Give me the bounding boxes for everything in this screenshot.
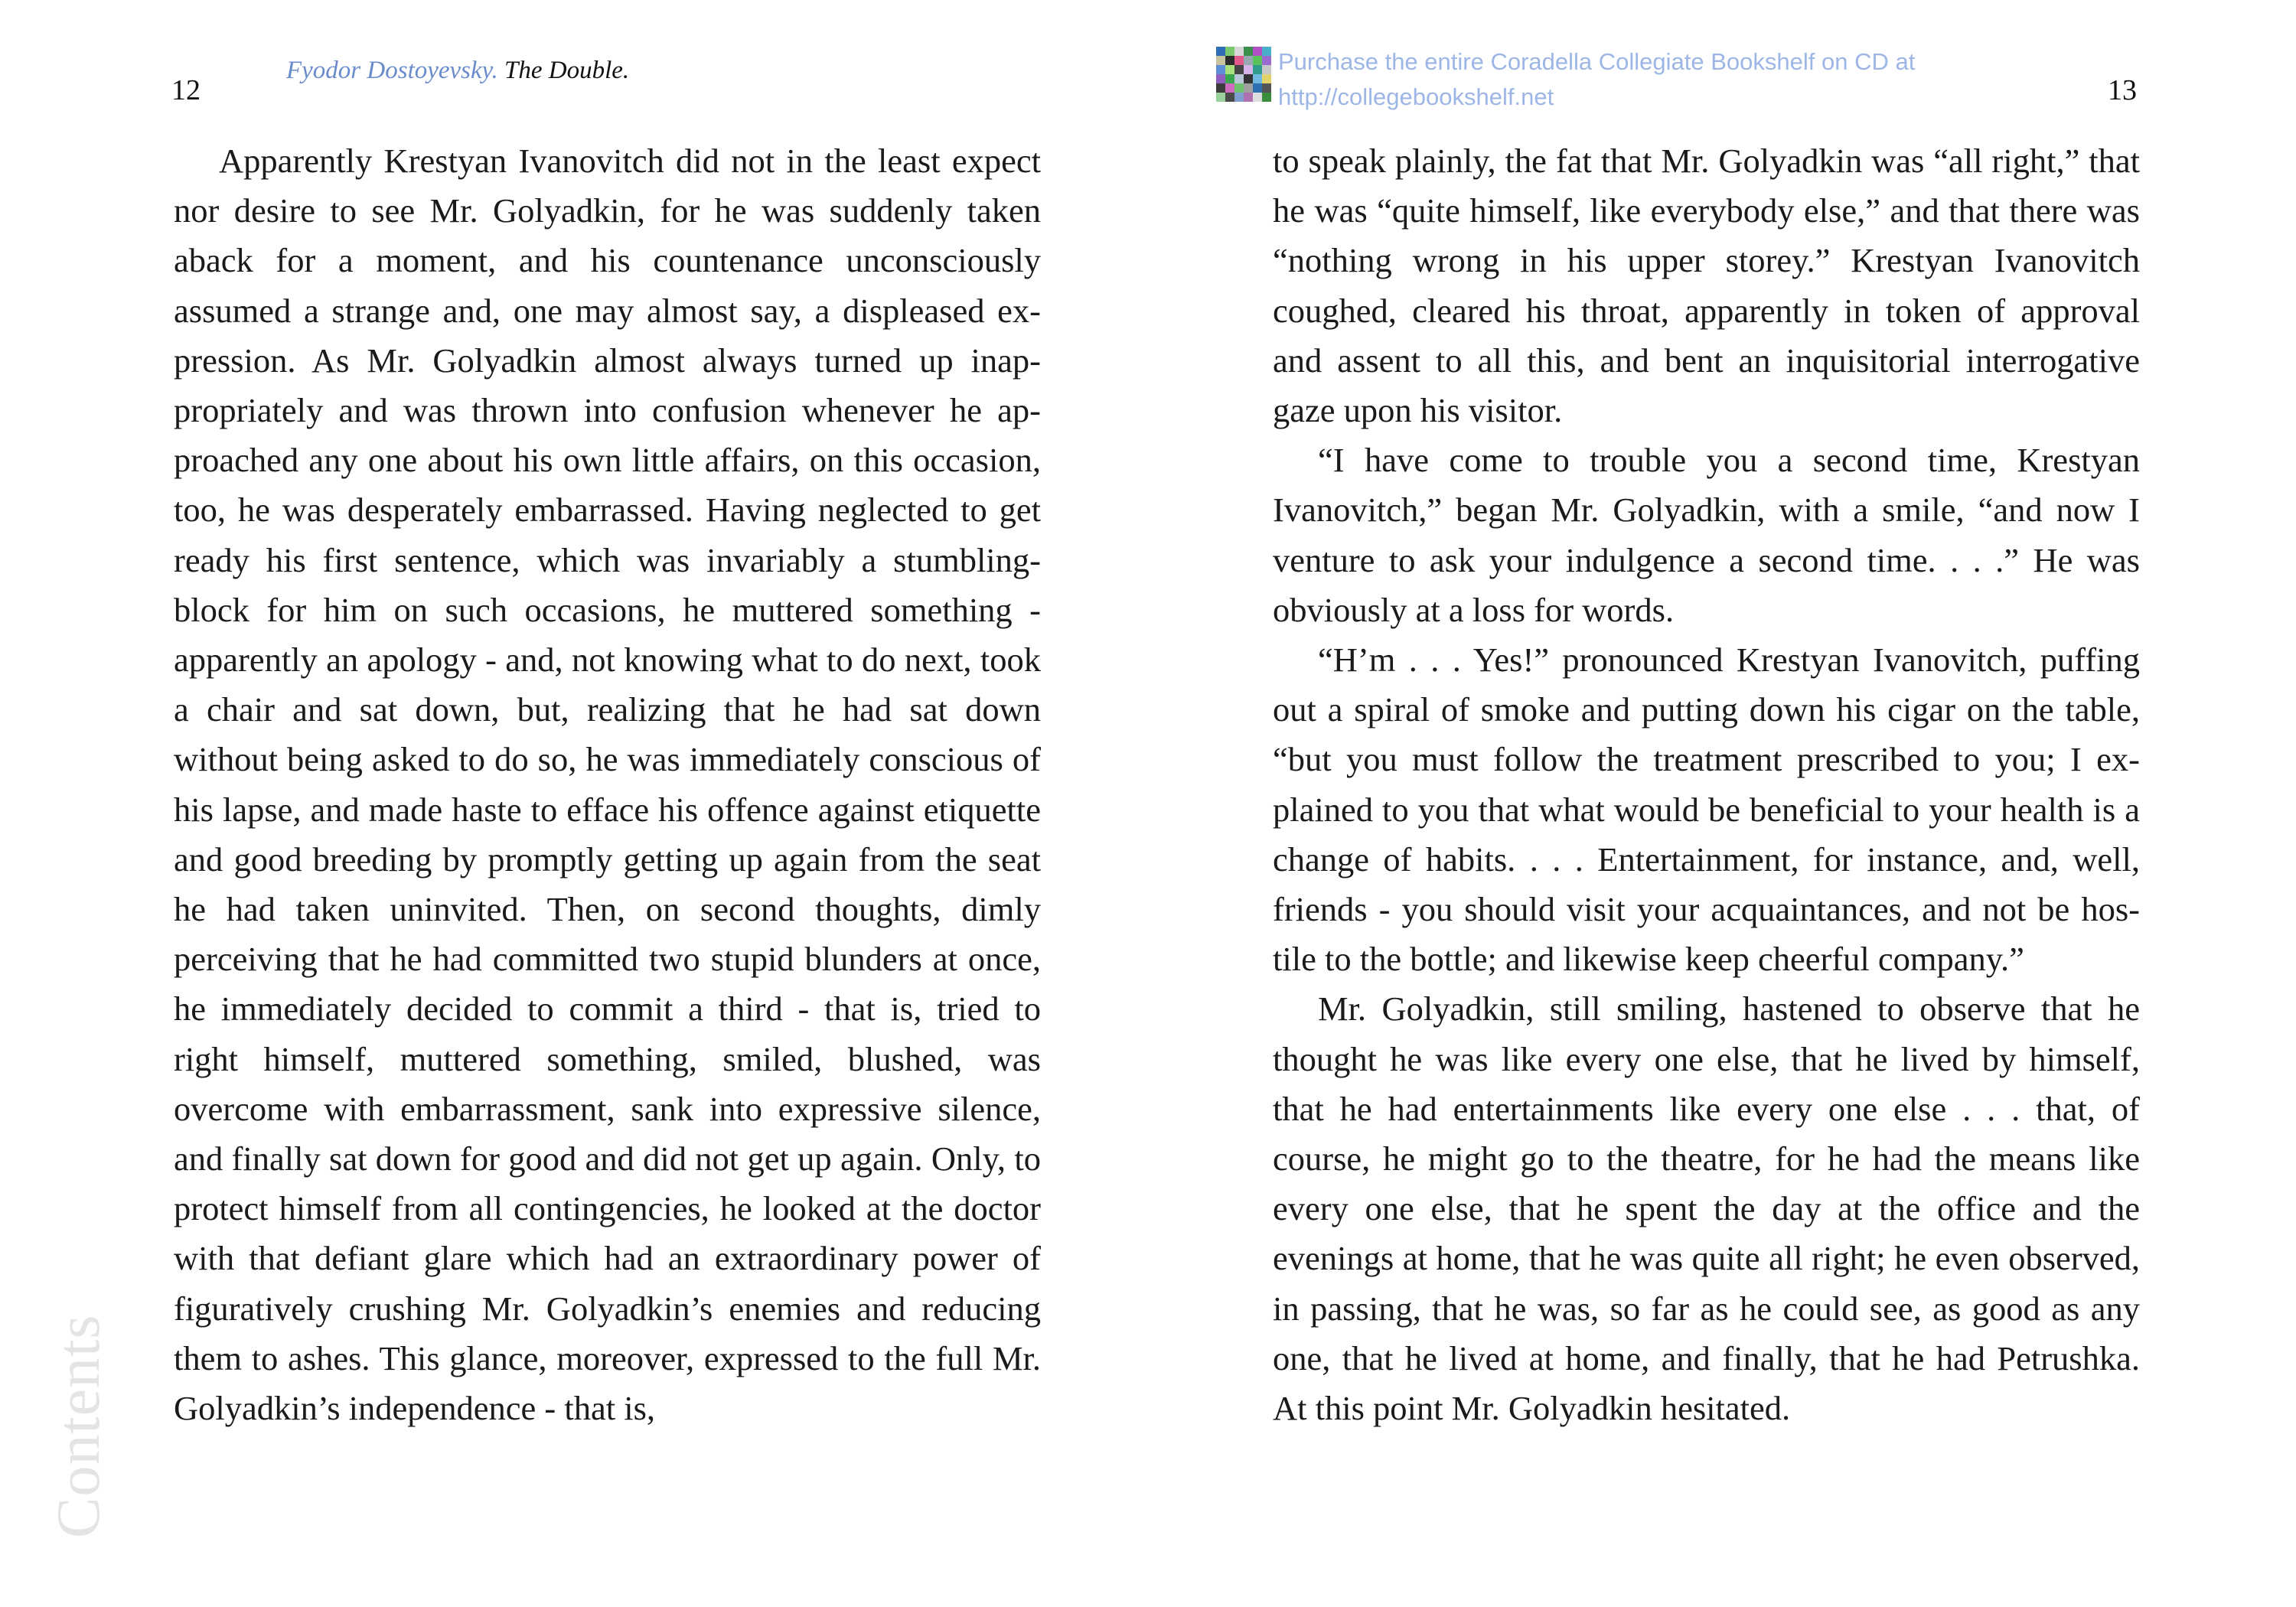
left-page-number: 12: [171, 74, 201, 106]
right-paragraph-4: Mr. Golyadkin, still smiling, hastened to observe that he thought he was like every one else, that he lived by himself, that he had entertainments like every one else . . . that, of course, he might go to the theatre, for he had the means like every one else, that he spent the day at the office and the evenings at home, that he was quite all right; he even observed, in passing, that he was, so far as he could see, as good as any one, that he lived at home, and finally, that he had Petrushka. At this point Mr. Golyadkin hesitated.: [1273, 989, 2140, 1428]
running-head-title: The Double.: [504, 57, 630, 84]
contents-link[interactable]: Contents: [45, 1314, 113, 1538]
right-page-text: [1273, 136, 2140, 1433]
right-paragraph-3: “H’m . . . Yes!” pronounced Krestyan Ivanovitch, puffing out a spiral of smoke and putting down his cigar on the table, “but you must follow the treatment prescribed to you; I explained to you that what would be beneficial to your health is a change of habits. . . . Entertainment, for instance, and, well, friends - you should visit your acquaintances, and not be hostile to the bottle; and likewise keep cheerful company.”: [1273, 641, 2140, 979]
promo-line-1[interactable]: Purchase the entire Coradella Collegiate Bookshelf on CD at: [1278, 48, 1916, 75]
running-head: [286, 54, 629, 87]
right-paragraph-2: “I have come to trouble you a second time, Krestyan Ivanovitch,” began Mr. Golyadkin, with a smile, “and now I venture to ask your indulgence a second time. . . .” He was obviously at a loss for words.: [1273, 441, 2140, 629]
promo-url-link[interactable]: http://collegebookshelf.net: [1278, 83, 1554, 110]
promo-text[interactable]: [1278, 44, 1915, 115]
coradella-logo-icon[interactable]: [1216, 47, 1271, 102]
left-paragraph-1: Apparently Krestyan Ivanovitch did not in the least expect nor desire to see Mr. Golyadkin, for he was suddenly taken aback for a moment, and his countenance unconsciously assumed a strange and, one may almost say, a displeased expression. As Mr. Golyadkin almost always turned up inappropriately and was thrown into confusion whenever he approached any one about his own little affairs, on this occasion, too, he was desperately embarrassed. Having neglected to get ready his first sentence, which was invariably a stumbling-block for him on such occasions, he muttered something - apparently an apology - and, not knowing what to do next, took a chair and sat down, but, realizing that he had sat down without being asked to do so, he was immediately conscious of his lapse, and made haste to efface his offence against etiquette and good breeding by promptly getting up again from the seat he had taken uninvited. Then, on second thoughts, dimly perceiving that he had committed two stupid blunders at once, he immediately decided to commit a third - that is, tried to right himself, muttered something, smiled, blushed, was overcome with embarrassment, sank into expressive silence, and finally sat down for good and did not get up again. Only, to protect himself from all contingencies, he looked at the doctor with that defiant glare which had an extraordinary power of figuratively crushing Mr. Golyadkin’s enemies and reducing them to ashes. This glance, moreover, expressed to the full Mr. Golyadkin’s independence - that is,: [174, 142, 1041, 1428]
right-page-number: 13: [2108, 74, 2137, 106]
right-paragraph-1: to speak plainly, the fat that Mr. Golyadkin was “all right,” that he was “quite himself, like everybody else,” and that there was “nothing wrong in his upper storey.” Krestyan Ivanovitch coughed, cleared his throat, apparently in token of approval and assent to all this, and bent an inquisitorial interrogative gaze upon his visitor.: [1273, 142, 2140, 430]
left-page-text: [174, 136, 1041, 1433]
running-head-author-link[interactable]: Fyodor Dostoyevsky.: [286, 57, 498, 84]
